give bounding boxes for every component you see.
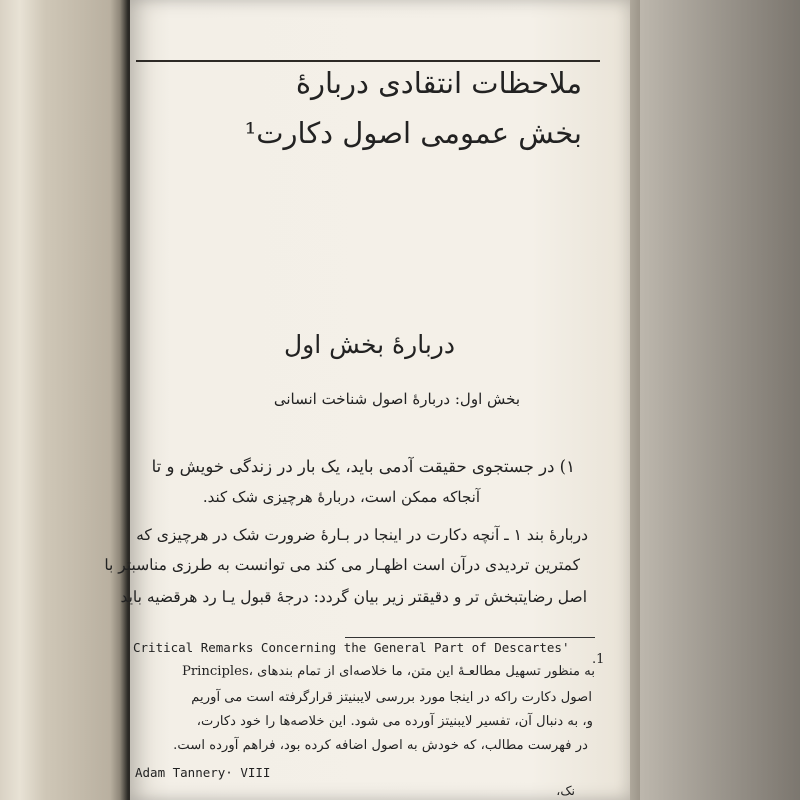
header-rule <box>136 60 600 62</box>
footnote-rule <box>345 637 595 638</box>
footnote-line-4: در فهرست مطالب، که خودش به اصول اضافه کرده بود، فراهم آورده است. <box>173 738 588 753</box>
chapter-title-line2: بخش عمومی اصول دکارت¹ <box>244 116 582 150</box>
footnote-line-1: Principles، به منظور تسهیل مطالعـهٔ این متن، ما خلاصه‌ای از تمام بندهای <box>181 664 595 679</box>
footnote-number: .1 <box>592 652 605 667</box>
left-page-edge <box>0 0 118 800</box>
section-heading: دربارهٔ بخش اول <box>284 330 455 359</box>
commentary-line-1: دربارهٔ بند ۱ ـ آنچه دکارت در اینجا در بـارهٔ ضرورت شک در هرچیزی که <box>136 526 588 544</box>
commentary-line-2: کمترین تردیدی درآن است اظهـار می کند می توانست به طرزی مناسبتر با <box>104 556 580 574</box>
footnote-reference: Adam Tannery· VIII <box>135 765 271 780</box>
footnote-line-5: نک، <box>556 783 575 798</box>
next-page-edge <box>640 0 800 800</box>
footnote-line-3: و، به دنبال آن، تفسیر لایبنیتز آورده می شود. این خلاصه‌ها را خود دکارت، <box>196 714 593 729</box>
chapter-title-line1: ملاحظات انتقادی دربارهٔ <box>295 66 582 100</box>
principle-line-2: آنجاکه ممکن است، دربارهٔ هرچیزی شک کند. <box>202 488 480 506</box>
subsection-heading: بخش اول: دربارهٔ اصول شناخت انسانی <box>273 390 520 408</box>
commentary-line-3: اصل رضایتبخش تر و دقیقتر زیر بیان گردد: درجهٔ قبول یـا رد هرقضیه باید <box>120 588 587 606</box>
principle-line-1: ۱) در جستجوی حقیقت آدمی باید، یک بار در زندگی خویش و تا <box>151 457 575 476</box>
footnote-line-2: اصول دکارت راکه در اینجا مورد بررسی لایبنیتز قرارگرفته است می آوریم <box>191 690 592 705</box>
footnote-english-title: Critical Remarks Concerning the General Part of Descartes' <box>133 640 570 655</box>
